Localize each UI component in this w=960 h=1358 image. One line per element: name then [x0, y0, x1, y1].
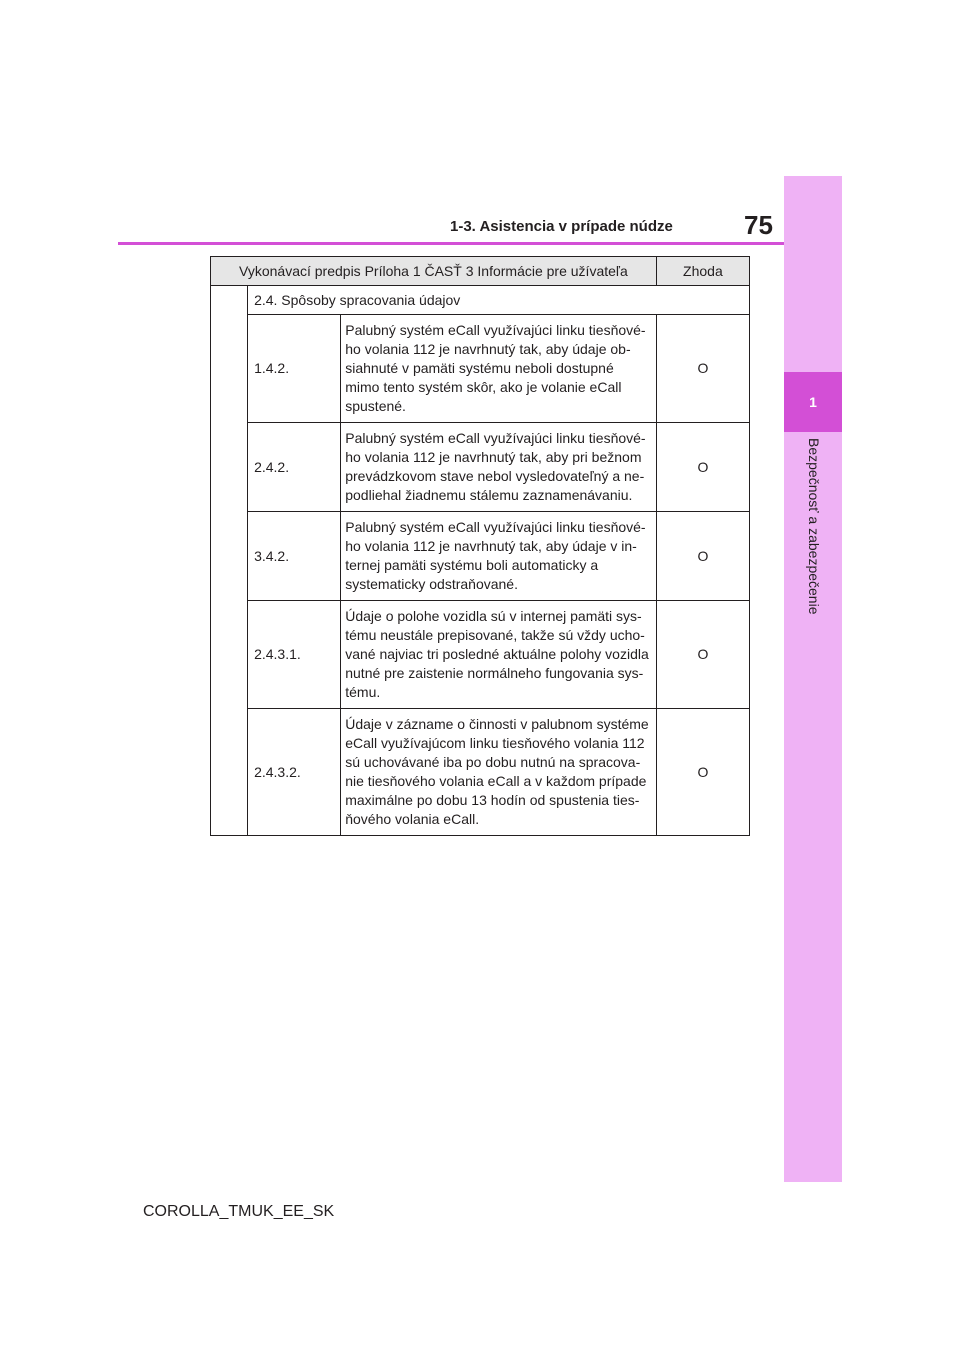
table-row	[211, 423, 750, 512]
row-compliance: O	[656, 423, 749, 512]
section-title: 1-3. Asistencia v prípade núdze	[450, 218, 673, 235]
chapter-title: Bezpečnosť a zabezpečenie	[806, 438, 822, 615]
chapter-side-tab	[784, 176, 842, 1182]
row-code: 2.4.3.1.	[248, 601, 341, 709]
table-row	[211, 512, 750, 601]
row-compliance: O	[656, 709, 749, 836]
row-code: 3.4.2.	[248, 512, 341, 601]
row-compliance: O	[656, 512, 749, 601]
table-subheading-row	[211, 286, 750, 315]
row-code: 2.4.2.	[248, 423, 341, 512]
table-indent-cell	[211, 286, 248, 836]
document-code: COROLLA_TMUK_EE_SK	[143, 1203, 335, 1220]
row-text: Palubný systém eCall využívajúci linku tiesňové-ho volania 112 je navrhnutý tak, aby údaje ob-siahnuté v pamäti systému neboli dostupné mimo tento systém skôr, ako je volanie eCall spustené.	[341, 315, 657, 423]
table-row	[211, 601, 750, 709]
row-compliance: O	[656, 315, 749, 423]
row-compliance: O	[656, 601, 749, 709]
row-text: Palubný systém eCall využívajúci linku tiesňové-ho volania 112 je navrhnutý tak, aby údaje v in-ternej pamäti systému boli automaticky a systematicky odstraňované.	[341, 512, 657, 601]
table-header-regulation: Vykonávací predpis Príloha 1 ČASŤ 3 Informácie pre užívateľa	[211, 257, 657, 286]
table-row	[211, 315, 750, 423]
row-text: Údaje o polohe vozidla sú v internej pamäti sys-tému neustále prepisované, takže sú vždy ucho-vané najviac tri posledné aktuálne polohy vozidla nutné pre zaistenie normálneho fungovania sys-tému.	[341, 601, 657, 709]
page-number: 75	[744, 210, 773, 240]
header-rule	[118, 242, 784, 245]
regulation-table	[210, 256, 750, 836]
row-code: 2.4.3.2.	[248, 709, 341, 836]
table-subheading: 2.4. Spôsoby spracovania údajov	[248, 286, 750, 315]
table-header-row	[211, 257, 750, 286]
table-header-compliance: Zhoda	[656, 257, 749, 286]
row-text: Palubný systém eCall využívajúci linku tiesňové-ho volania 112 je navrhnutý tak, aby pri bežnom prevádzkovom stave nebol vysledovateľný a ne-podliehal žiadnemu stálemu zaznamenávaniu.	[341, 423, 657, 512]
row-text: Údaje v zázname o činnosti v palubnom systéme eCall využívajúcom linku tiesňového volania 112 sú uchovávané iba po dobu nutnú na spracova-nie tiesňového volania eCall a v každom prípade maximálne po dobu 13 hodín od spustenia ties-ňového volania eCall.	[341, 709, 657, 836]
table-row	[211, 709, 750, 836]
chapter-number-badge: 1	[784, 372, 842, 432]
row-code: 1.4.2.	[248, 315, 341, 423]
